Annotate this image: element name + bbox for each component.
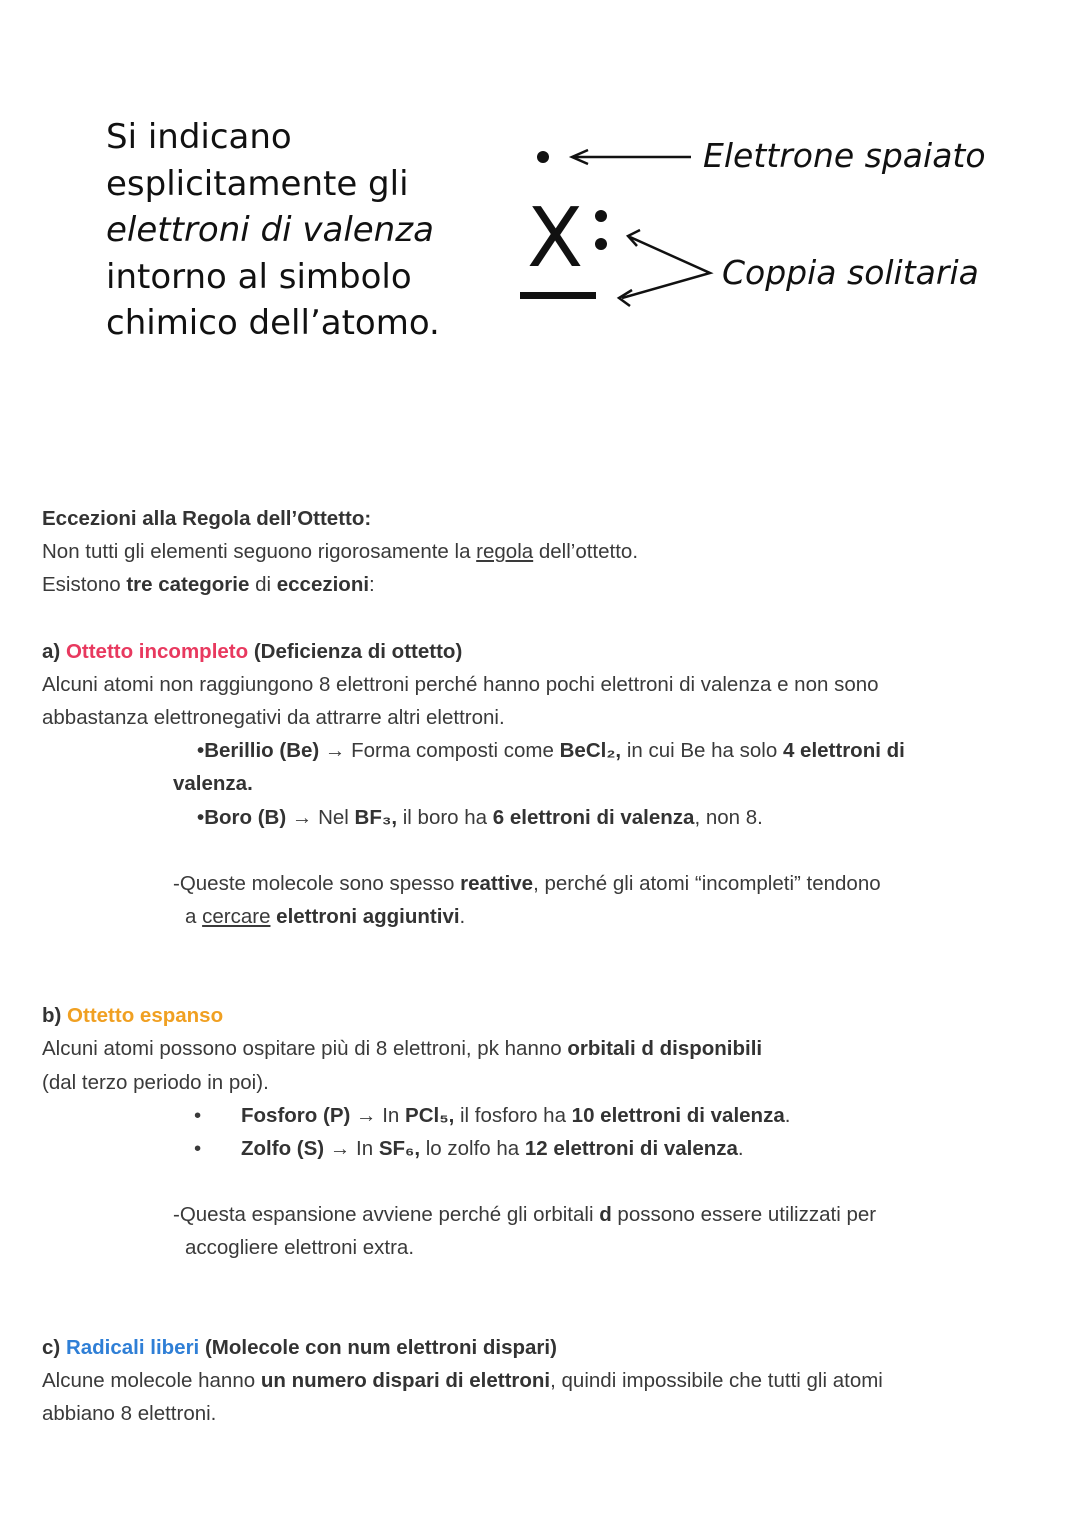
note: a cercare elettroni aggiuntivi. xyxy=(185,905,466,929)
document-body xyxy=(42,502,1042,1430)
heading-b: b) Ottetto espanso xyxy=(42,1004,224,1028)
section-intro: Non tutti gli elementi seguono rigorosamente la regola dell’ottetto. xyxy=(42,540,639,564)
heading-a: a) Ottetto incompleto (Deficienza di ottetto) xyxy=(42,639,463,663)
note: accogliere elettroni extra. xyxy=(185,1236,415,1260)
list-item: •Boro (B) → Nel BF₃, il boro ha 6 elettroni di valenza, non 8. xyxy=(197,805,763,829)
paragraph: abbastanza elettronegativi da attrarre altri elettroni. xyxy=(42,706,505,730)
element-symbol: X xyxy=(527,191,584,286)
intro-line: Si indicano xyxy=(106,117,292,157)
note: -Questa espansione avviene perché gli orbitali d possono essere utilizzati per xyxy=(173,1203,877,1227)
label-unpaired-electron: Elettrone spaiato xyxy=(703,136,986,175)
lone-pair-dot xyxy=(595,238,607,250)
section-intro: Esistono tre categorie di eccezioni: xyxy=(42,573,375,597)
section-title: Eccezioni alla Regola dell’Ottetto: xyxy=(42,507,372,530)
heading-c: c) Radicali liberi (Molecole con num elettroni dispari) xyxy=(42,1335,557,1359)
intro-line: elettroni di valenza xyxy=(106,210,434,250)
paragraph: Alcuni atomi possono ospitare più di 8 elettroni, pk hanno orbitali d disponibili xyxy=(42,1037,763,1061)
list-item: • Zolfo (S) → In SF₆, lo zolfo ha 12 elettroni di valenza. xyxy=(194,1137,744,1161)
intro-text xyxy=(106,114,526,347)
arrow-lone-pair xyxy=(622,237,710,298)
intro-line: intorno al simbolo xyxy=(106,256,412,297)
intro-line: esplicitamente gli xyxy=(106,163,409,204)
list-item: • Fosforo (P) → In PCl₅, il fosforo ha 10 elettroni di valenza. xyxy=(194,1103,791,1127)
list-item: •Berillio (Be) → Forma composti come BeCl₂, in cui Be ha solo 4 elettroni di xyxy=(197,739,905,763)
unpaired-electron-dot xyxy=(537,151,549,163)
lone-pair-dot xyxy=(595,210,607,222)
list-item-cont: valenza. xyxy=(173,772,253,796)
lewis-diagram xyxy=(500,120,720,320)
lone-pair-bar xyxy=(520,292,596,299)
paragraph: abbiano 8 elettroni. xyxy=(42,1402,217,1426)
paragraph: Alcuni atomi non raggiungono 8 elettroni perché hanno pochi elettroni di valenza e non sono xyxy=(42,672,879,696)
note: -Queste molecole sono spesso reattive, perché gli atomi “incompleti” tendono xyxy=(173,871,881,895)
paragraph: (dal terzo periodo in poi). xyxy=(42,1070,269,1094)
intro-line: chimico dell’atomo. xyxy=(106,303,440,343)
paragraph: Alcune molecole hanno un numero dispari di elettroni, quindi impossibile che tutti gli atomi xyxy=(42,1368,883,1392)
label-lone-pair: Coppia solitaria xyxy=(722,253,979,292)
